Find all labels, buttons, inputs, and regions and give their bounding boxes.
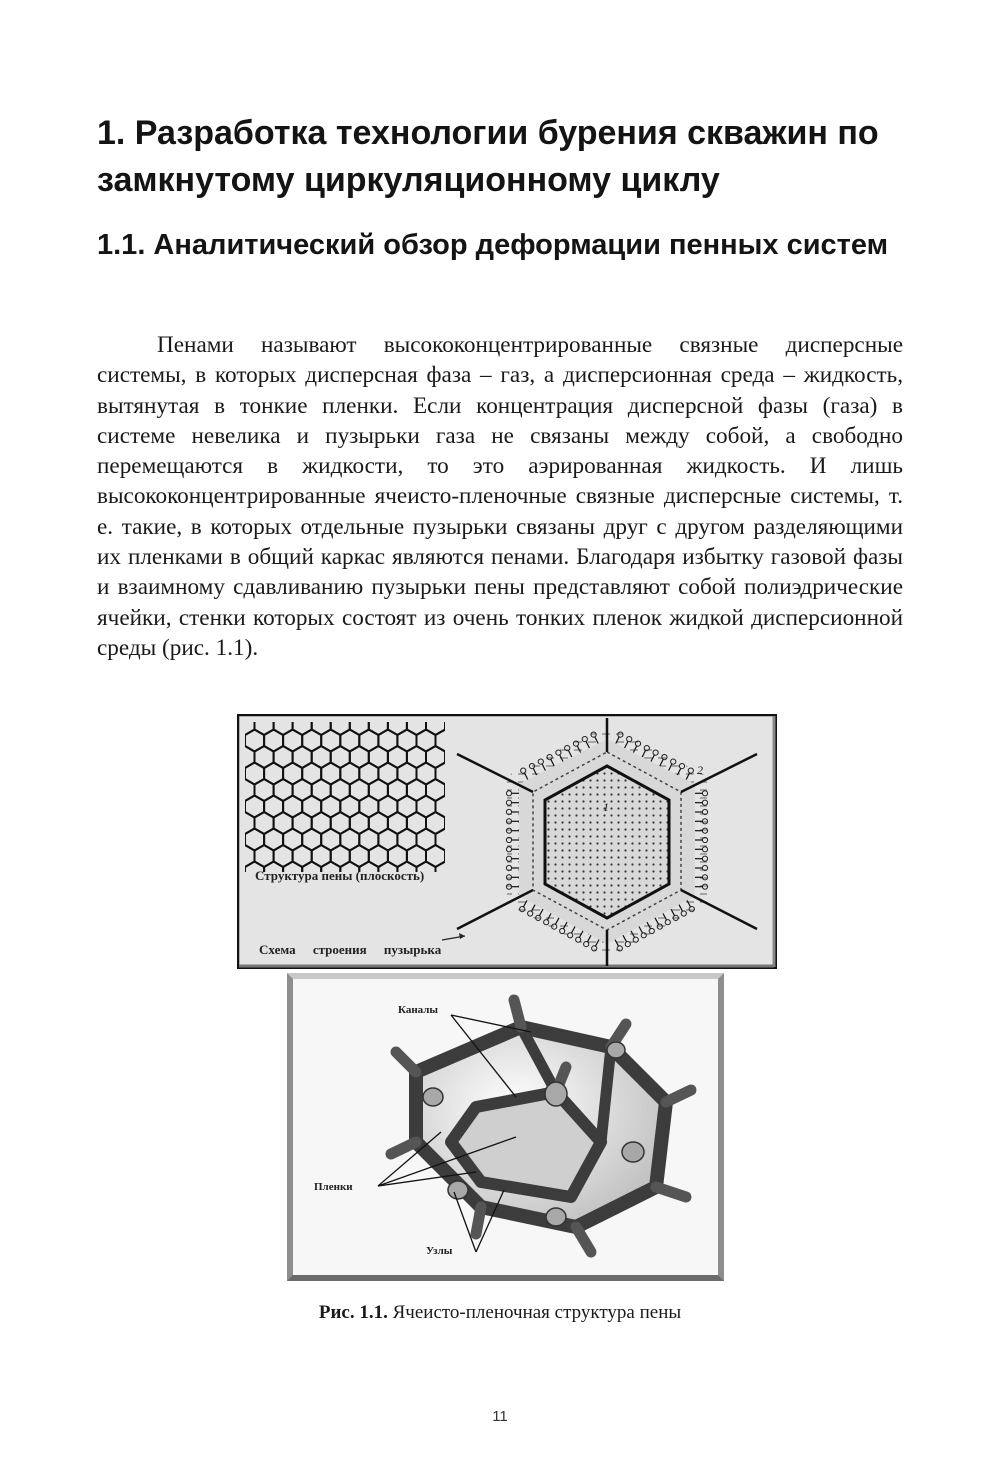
label-nodes: Узлы [426,1245,453,1257]
section-title: 1.1. Аналитический обзор деформации пенных систем [97,229,889,261]
label-bubble-scheme: Схема строения пузырька [259,942,442,957]
foam-structure-figure [237,714,777,969]
bubble-cell [545,766,669,918]
label-channels: Каналы [398,1004,439,1016]
body-paragraph: Пенами называют высококонцентрированные связные дисперсные системы, в которых дисперсная фаза – газ, а дисперсионная среда – жидкость, вытянутая в тонкие пленки. Если концентрация дисперсной фазы (газа) в системе невелика и пузырьки газа не связаны между собой, а свободно перемещаются в жидкости, то это аэрированная жидкость. И лишь высококонцентрированные ячеисто-пленочные связные дисперсные системы, т. е. такие, в которых отдельные пузырьки связаны друг с другом разделяющими их пленками в общий каркас являются пенами. Благодаря избытку газовой фазы и взаимному сдавливанию пузырьки пены представляют собой полиэдрические ячейки, стенки которых состоят из очень тонких пленок жидкой дисперсионной среды (рис. 1.1). [97,332,903,661]
caption-label: Рис. 1.1. [318,1302,388,1323]
marker-1: 1 [603,800,609,814]
chapter-title: 1. Разработка технологии бурения скважин по замкнутому циркуляционному циклу [97,114,879,199]
marker-2: 2 [697,763,703,777]
label-films: Пленки [314,1181,353,1193]
label-foam-structure: Структура пены (плоскость) [255,868,425,883]
page-number: 11 [492,1408,508,1425]
caption-text: Ячеисто-пленочная структура пены [392,1302,682,1323]
polyhedral-cell-figure [286,972,725,1282]
figure-caption [0,1300,1000,1326]
